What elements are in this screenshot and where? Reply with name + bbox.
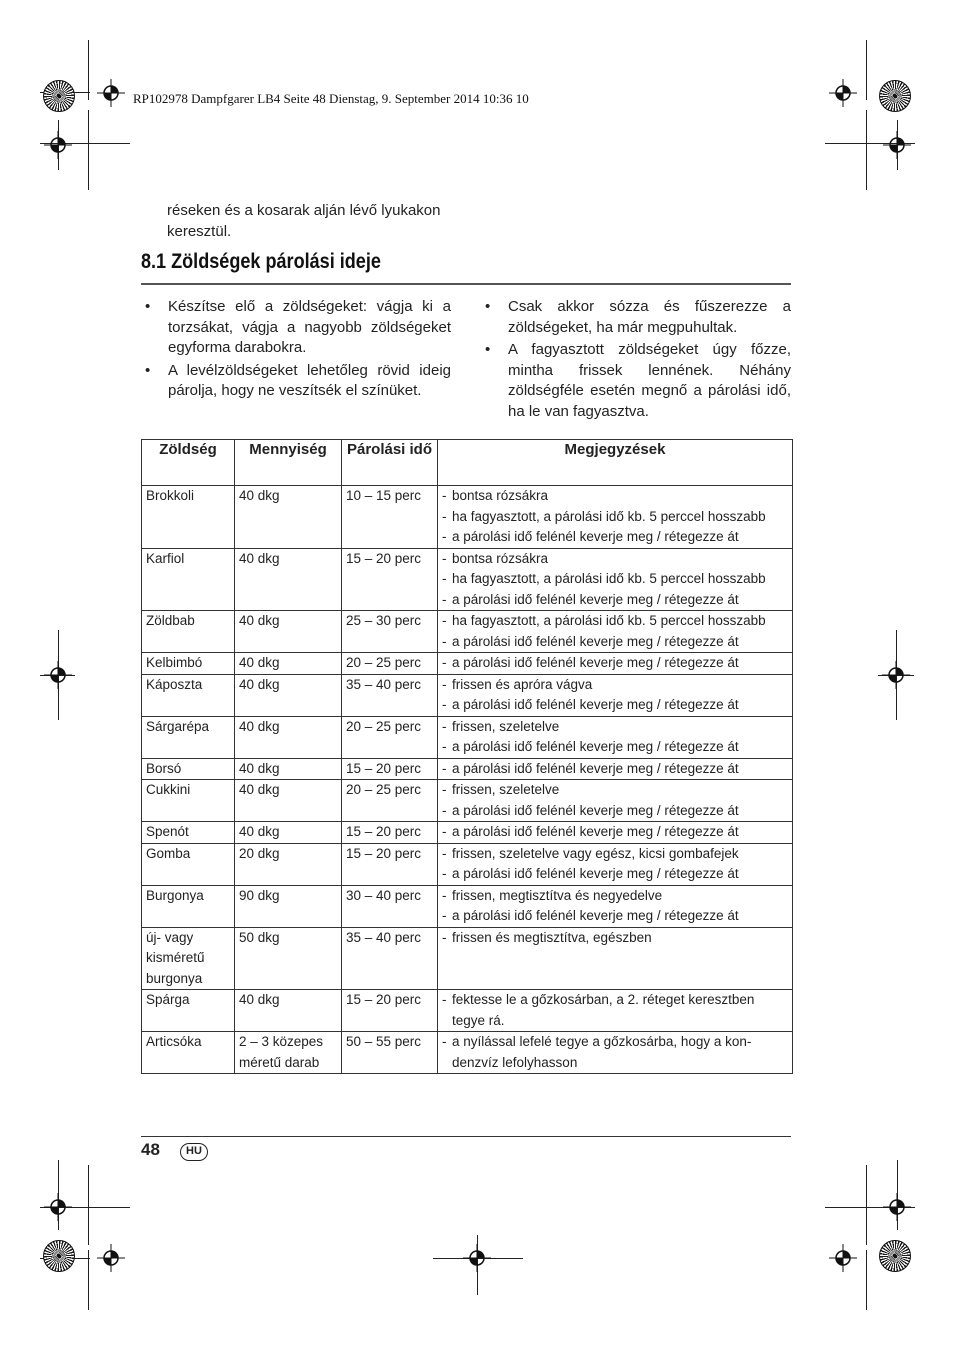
table-row — [142, 716, 793, 758]
notes-list — [442, 780, 788, 821]
time-cell: 15 – 20 perc — [342, 843, 438, 885]
notes-cell — [438, 716, 793, 758]
starburst-target-icon — [43, 80, 75, 112]
crop-line — [88, 1250, 89, 1310]
vegetable-cell: Borsó — [142, 758, 235, 780]
time-cell: 10 – 15 perc — [342, 486, 438, 549]
table-row — [142, 1032, 793, 1074]
note-item: - ha fagyasztott, a párolási idő kb. 5 perccel hosszabb — [442, 611, 788, 632]
registration-mark-icon — [463, 1244, 491, 1272]
crop-line — [866, 1250, 867, 1310]
vegetable-cell: Kelbimbó — [142, 653, 235, 675]
note-item: - ha fagyasztott, a párolási idő kb. 5 perccel hosszabb — [442, 569, 788, 590]
quantity-cell: 40 dkg — [235, 990, 342, 1032]
bullet-item: • A fagyasztott zöldségeket úgy főzze, mintha frissek lennének. Néhány zöldségféle esetén megnő a párolási idő, ha le van fagyasztva. — [483, 340, 791, 422]
crop-line — [88, 1165, 89, 1245]
registration-mark-icon — [829, 1244, 857, 1272]
vegetable-cell: Zöldbab — [142, 611, 235, 653]
crop-line — [866, 40, 867, 100]
crop-line — [88, 40, 89, 100]
note-item: - a párolási idő felénél keverje meg / rétegezze át — [442, 822, 788, 843]
column-header-vegetable: Zöldség — [142, 440, 235, 486]
table-row — [142, 611, 793, 653]
quantity-cell: 40 dkg — [235, 674, 342, 716]
quantity-cell: 2 – 3 közepes méretű darab — [235, 1032, 342, 1074]
vegetable-cell: Káposzta — [142, 674, 235, 716]
vegetable-cell: Articsóka — [142, 1032, 235, 1074]
registration-mark-icon — [44, 131, 72, 159]
time-cell: 15 – 20 perc — [342, 548, 438, 611]
note-item: - a párolási idő felénél keverje meg / rétegezze át — [442, 737, 788, 758]
note-item: - a párolási idő felénél keverje meg / rétegezze át — [442, 653, 788, 674]
time-cell: 20 – 25 perc — [342, 716, 438, 758]
registration-mark-icon — [829, 79, 857, 107]
note-item: - a párolási idő felénél keverje meg / rétegezze át — [442, 527, 788, 548]
registration-mark-icon — [97, 79, 125, 107]
steaming-times-table — [141, 439, 793, 1074]
registration-mark-icon — [882, 661, 910, 689]
quantity-cell: 20 dkg — [235, 843, 342, 885]
time-cell: 15 – 20 perc — [342, 758, 438, 780]
vegetable-cell: Karfiol — [142, 548, 235, 611]
table-row — [142, 843, 793, 885]
notes-list — [442, 759, 788, 780]
notes-list — [442, 549, 788, 611]
quantity-cell: 40 dkg — [235, 716, 342, 758]
note-item: - frissen, szeletelve — [442, 780, 788, 801]
time-cell: 35 – 40 perc — [342, 674, 438, 716]
notes-cell — [438, 486, 793, 549]
table-row — [142, 780, 793, 822]
note-item: - frissen és megtisztítva, egészben — [442, 928, 788, 949]
notes-cell — [438, 780, 793, 822]
vegetable-cell: Spárga — [142, 990, 235, 1032]
registration-mark-icon — [44, 661, 72, 689]
quantity-cell: 50 dkg — [235, 927, 342, 990]
note-item: - a párolási idő felénél keverje meg / rétegezze át — [442, 759, 788, 780]
note-item: - frissen, szeletelve vagy egész, kicsi gombafejek — [442, 844, 788, 865]
section-title: 8.1 Zöldségek párolási ideje — [141, 250, 381, 273]
table-row — [142, 990, 793, 1032]
time-cell: 15 – 20 perc — [342, 990, 438, 1032]
note-item: - bontsa rózsákra — [442, 549, 788, 570]
notes-list — [442, 486, 788, 548]
quantity-cell: 40 dkg — [235, 611, 342, 653]
intro-paragraph: réseken és a kosarak alján lévő lyukakon keresztül. — [167, 202, 441, 240]
quantity-cell: 40 dkg — [235, 548, 342, 611]
quantity-cell: 40 dkg — [235, 486, 342, 549]
footer-rule — [141, 1136, 791, 1137]
quantity-cell: 40 dkg — [235, 822, 342, 844]
bullet-list-left — [143, 297, 451, 404]
starburst-target-icon — [879, 80, 911, 112]
notes-list — [442, 990, 788, 1031]
table-row — [142, 674, 793, 716]
note-item: - frissen, megtisztítva és negyedelve — [442, 886, 788, 907]
note-item: - a párolási idő felénél keverje meg / rétegezze át — [442, 906, 788, 927]
bullet-item: • Készítse elő a zöldségeket: vágja ki a torzsákat, vágja a nagyobb zöldségeket egyforma darabokra. — [143, 297, 451, 359]
note-item: - frissen és apróra vágva — [442, 675, 788, 696]
notes-cell — [438, 674, 793, 716]
table-row — [142, 758, 793, 780]
notes-list — [442, 653, 788, 674]
bullet-list-right — [483, 297, 791, 424]
note-item: - fektesse le a gőzkosárban, a 2. réteget keresztben tegye rá. — [442, 990, 788, 1031]
crop-line — [866, 110, 867, 190]
notes-cell — [438, 1032, 793, 1074]
quantity-cell: 90 dkg — [235, 885, 342, 927]
title-rule — [141, 283, 791, 285]
notes-list — [442, 611, 788, 652]
language-badge: HU — [180, 1143, 208, 1161]
notes-cell — [438, 990, 793, 1032]
column-header-quantity: Mennyiség — [235, 440, 342, 486]
notes-list — [442, 886, 788, 927]
time-cell: 35 – 40 perc — [342, 927, 438, 990]
time-cell: 30 – 40 perc — [342, 885, 438, 927]
vegetable-cell: Sárgarépa — [142, 716, 235, 758]
quantity-cell: 40 dkg — [235, 758, 342, 780]
notes-list — [442, 717, 788, 758]
crop-line — [88, 110, 89, 190]
notes-list — [442, 1032, 788, 1073]
bullet-item: • Csak akkor sózza és fűszerezze a zöldségeket, ha már megpuhultak. — [483, 297, 791, 338]
vegetable-cell: új- vagy kisméretű burgonya — [142, 927, 235, 990]
time-cell: 50 – 55 perc — [342, 1032, 438, 1074]
quantity-cell: 40 dkg — [235, 653, 342, 675]
table-header-row — [142, 440, 793, 486]
starburst-target-icon — [879, 1240, 911, 1272]
column-header-notes: Megjegyzések — [438, 440, 793, 486]
note-item: - a párolási idő felénél keverje meg / rétegezze át — [442, 801, 788, 822]
note-item: - a nyílással lefelé tegye a gőzkosárba, hogy a kon-denzvíz lefolyhasson — [442, 1032, 788, 1073]
vegetable-cell: Brokkoli — [142, 486, 235, 549]
table-row — [142, 822, 793, 844]
table-row — [142, 927, 793, 990]
notes-list — [442, 675, 788, 716]
time-cell: 20 – 25 perc — [342, 780, 438, 822]
notes-cell — [438, 885, 793, 927]
vegetable-cell: Gomba — [142, 843, 235, 885]
notes-cell — [438, 758, 793, 780]
table-row — [142, 486, 793, 549]
vegetable-cell: Spenót — [142, 822, 235, 844]
notes-cell — [438, 843, 793, 885]
notes-list — [442, 928, 788, 949]
crop-line — [866, 1165, 867, 1245]
table-row — [142, 885, 793, 927]
vegetable-cell: Burgonya — [142, 885, 235, 927]
table-body — [142, 486, 793, 1074]
notes-list — [442, 844, 788, 885]
time-cell: 25 – 30 perc — [342, 611, 438, 653]
notes-cell — [438, 611, 793, 653]
bullet-item: • A levélzöldségeket lehetőleg rövid ideig párolja, hogy ne veszítsék el színüket. — [143, 361, 451, 402]
registration-mark-icon — [97, 1244, 125, 1272]
note-item: - a párolási idő felénél keverje meg / rétegezze át — [442, 864, 788, 885]
note-item: - a párolási idő felénél keverje meg / rétegezze át — [442, 632, 788, 653]
table-row — [142, 548, 793, 611]
notes-list — [442, 822, 788, 843]
note-item: - a párolási idő felénél keverje meg / rétegezze át — [442, 590, 788, 611]
table-row — [142, 653, 793, 675]
time-cell: 15 – 20 perc — [342, 822, 438, 844]
starburst-target-icon — [43, 1240, 75, 1272]
note-item: - ha fagyasztott, a párolási idő kb. 5 perccel hosszabb — [442, 507, 788, 528]
notes-cell — [438, 653, 793, 675]
vegetable-cell: Cukkini — [142, 780, 235, 822]
note-item: - bontsa rózsákra — [442, 486, 788, 507]
quantity-cell: 40 dkg — [235, 780, 342, 822]
print-slug: RP102978 Dampfgarer LB4 Seite 48 Dienstag, 9. September 2014 10:36 10 — [133, 91, 529, 106]
notes-cell — [438, 822, 793, 844]
registration-mark-icon — [44, 1193, 72, 1221]
registration-mark-icon — [883, 1193, 911, 1221]
column-header-time: Párolási idő — [342, 440, 438, 486]
note-item: - frissen, szeletelve — [442, 717, 788, 738]
time-cell: 20 – 25 perc — [342, 653, 438, 675]
note-item: - a párolási idő felénél keverje meg / rétegezze át — [442, 695, 788, 716]
page-number: 48 — [141, 1140, 160, 1159]
registration-mark-icon — [883, 131, 911, 159]
notes-cell — [438, 927, 793, 990]
notes-cell — [438, 548, 793, 611]
